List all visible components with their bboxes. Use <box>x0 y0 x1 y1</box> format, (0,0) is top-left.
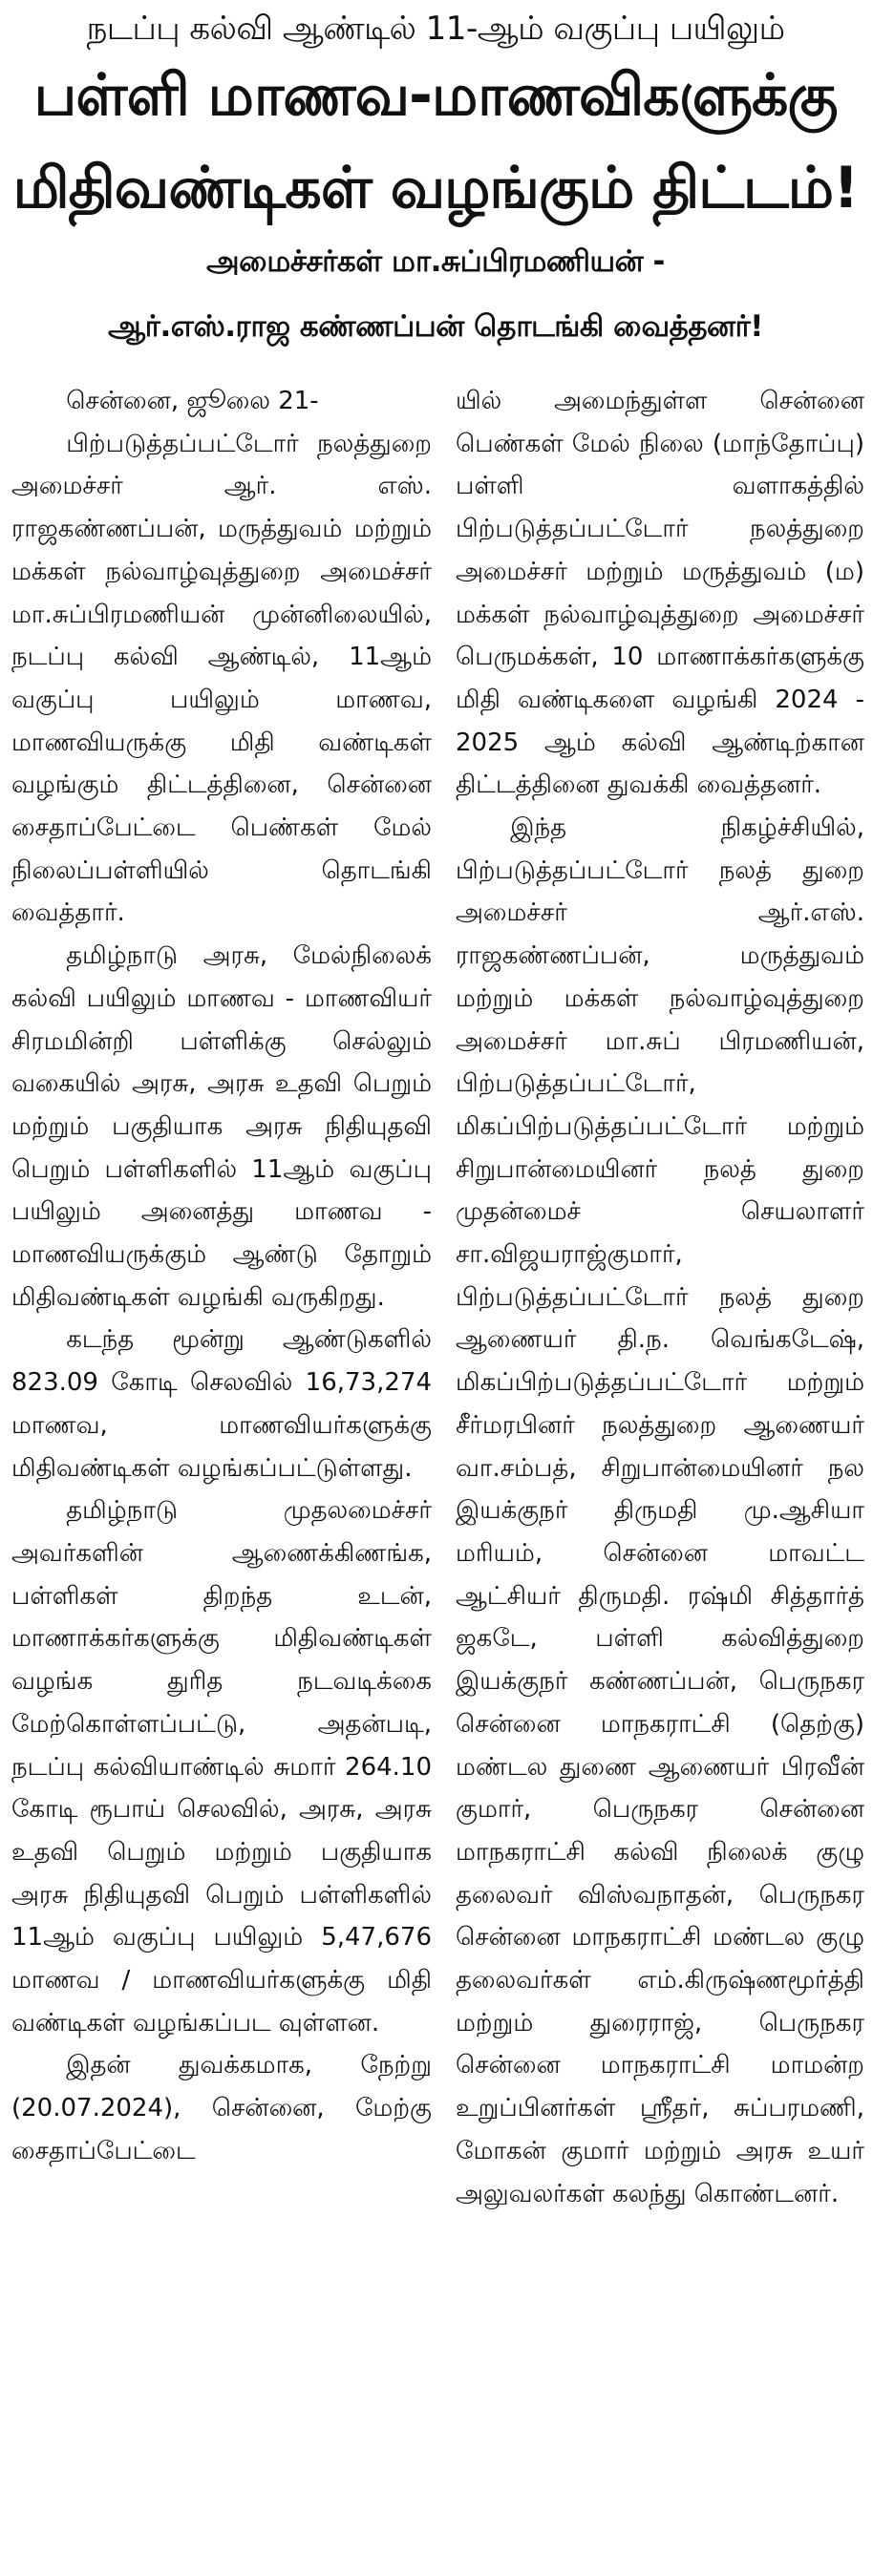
dateline: சென்னை, ஜூலை 21- <box>66 387 319 415</box>
paragraph: யில் அமைந்துள்ள சென்னை பெண்கள் மேல் நிலை (மாந்தோப்பு) பள்ளி வளாகத்தில் பிற்படுத்தப்பட்டோர் நலத்துறை அமைச்சர் மற்றும் மருத்துவம் (ம) மக்கள் நல்வாழ்வுத்துறை அமைச்சர் பெருமக்கள், 10 மாணாக்கர்களுக்கு மிதி வண்டிகளை வழங்கி 2024 - 2025 ஆம் கல்வி ஆண்டிற்கான திட்டத்தினை துவக்கி வைத்தனர். <box>456 387 864 800</box>
article-column-left <box>11 380 432 2566</box>
subheadline-line-1: அமைச்சர்கள் மா.சுப்பிரமணியன் - <box>206 244 665 279</box>
paragraph: கடந்த மூன்று ஆண்டுகளில் 823.09 கோடி செலவில் 16,73,274 மாணவ, மாணவியர்களுக்கு மிதிவண்டிகள் வழங்கப்பட்டுள்ளது. <box>11 1325 432 1483</box>
headline-line-2: மிதிவண்டிகள் வழங்கும் திட்டம்! <box>12 155 859 222</box>
paragraph: இந்த நிகழ்ச்சியில், பிற்படுத்தப்பட்டோர் நலத் துறை அமைச்சர் ஆர்.எஸ். ராஜகண்ணப்பன், மருத்துவம் மற்றும் மக்கள் நல்வாழ்வுத்துறை அமைச்சர் மா.சுப் பிரமணியன், பிற்படுத்தப்பட்டோர், மிகப்பிற்படுத்தப்பட்டோர் மற்றும் சிறுபான்மையினர் நலத் துறை முதன்மைச் செயலாளர் சா.விஜயராஜ்குமார், பிற்படுத்தப்பட்டோர் நலத் துறை ஆணையர் தி.ந. வெங்கடேஷ், மிகப்பிற்படுத்தப்பட்டோர் மற்றும் சீர்மரபினர் நலத்துறை ஆணையர் வா.சம்பத், சிறுபான்மையினர் நல இயக்குநர் திருமதி மு.ஆசியா மரியம், சென்னை மாவட்ட ஆட்சியர் திருமதி. ரஷ்மி சித்தார்த் ஜகடே, பள்ளி கல்வித்துறை இயக்குநர் கண்ணப்பன், பெருநகர சென்னை மாநகராட்சி (தெற்கு) மண்டல துணை ஆணையர் பிரவீன் குமார், பெருநகர சென்னை மாநகராட்சி கல்வி நிலைக் குழு தலைவர் விஸ்வநாதன், பெருநகர சென்னை மாநகராட்சி மண்டல குழு தலைவர்கள் எம்.கிருஷ்ணமூர்த்தி மற்றும் துரைராஜ், பெருநகர சென்னை மாநகராட்சி மாமன்ற உறுப்பினர்கள் ஸ்ரீதர், சுப்பரமணி, மோகன் குமார் மற்றும் அரசு உயர் அலுவலர்கள் கலந்து கொண்டனர். <box>456 813 864 2208</box>
subheadline-line-2: ஆர்.எஸ்.ராஜ கண்ணப்பன் தொடங்கி வைத்தனர்! <box>108 309 763 344</box>
paragraph: இதன் துவக்கமாக, நேற்று (20.07.2024), சென்னை, மேற்கு சைதாப்பேட்டை <box>11 2051 432 2165</box>
paragraph: தமிழ்நாடு அரசு, மேல்நிலைக் கல்வி பயிலும் மாணவ - மாணவியர் சிரமமின்றி பள்ளிக்கு செல்லும் வகையில் அரசு, அரசு உதவி பெறும் மற்றும் பகுதியாக அரசு நிதியுதவி பெறும் பள்ளிகளில் 11ஆம் வகுப்பு பயிலும் அனைத்து மாணவ - மாணவியருக்கும் ஆண்டு தோறும் மிதிவண்டிகள் வழங்கி வருகிறது. <box>11 941 432 1312</box>
article-column-right <box>456 380 864 2566</box>
paragraph: தமிழ்நாடு முதலமைச்சர் அவர்களின் ஆணைக்கிணங்க, பள்ளிகள் திறந்த உடன், மாணாக்கர்களுக்கு மிதிவண்டிகள் வழங்க துரித நடவடிக்கை மேற்கொள்ளப்பட்டு, அதன்படி, நடப்பு கல்வியாண்டில் சுமார் 264.10 கோடி ரூபாய் செலவில், அரசு, அரசு உதவி பெறும் மற்றும் பகுதியாக அரசு நிதியுதவி பெறும் பள்ளிகளில் 11ஆம் வகுப்பு பயிலும் 5,47,676 மாணவ / மாணவியர்களுக்கு மிதி வண்டிகள் வழங்கப்பட வுள்ளன. <box>11 1496 432 2038</box>
headline-line-1: பள்ளி மாணவ-மாணவிகளுக்கு <box>33 62 838 129</box>
article-kicker: நடப்பு கல்வி ஆண்டில் 11-ஆம் வகுப்பு பயிலும் <box>86 10 785 48</box>
paragraph: பிற்படுத்தப்பட்டோர் நலத்துறை அமைச்சர் ஆர். எஸ். ராஜகண்ணப்பன், மருத்துவம் மற்றும் மக்கள் நல்வாழ்வுத்துறை அமைச்சர் மா.சுப்பிரமணியன் முன்னிலையில், நடப்பு கல்வி ஆண்டில், 11ஆம் வகுப்பு பயிலும் மாணவ, மாணவியருக்கு மிதி வண்டிகள் வழங்கும் திட்டத்தினை, சென்னை சைதாப்பேட்டை பெண்கள் மேல் நிலைப்பள்ளியில் தொடங்கி வைத்தார். <box>11 429 432 928</box>
